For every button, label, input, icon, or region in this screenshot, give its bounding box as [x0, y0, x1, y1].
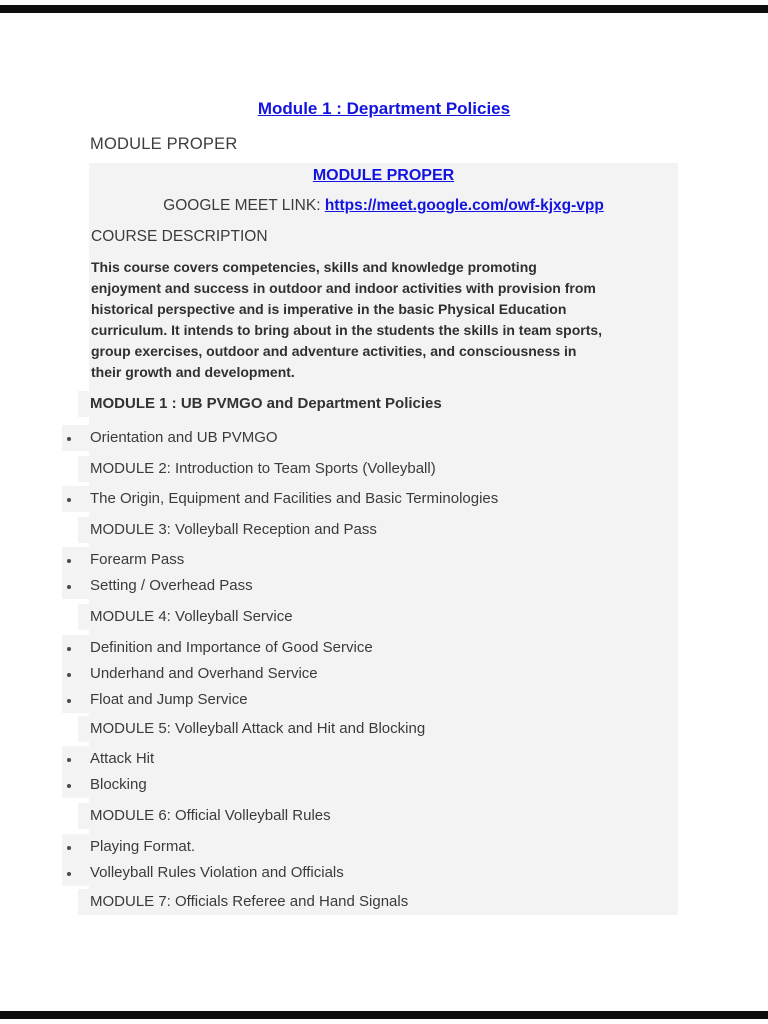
outline-module-heading: MODULE 5: Volleyball Attack and Hit and Blocking	[78, 716, 678, 742]
outline-item-label: Setting / Overhead Pass	[90, 577, 253, 594]
bullet-icon	[67, 673, 71, 677]
outline-bullet-item	[62, 573, 678, 599]
course-description-line: This course covers competencies, skills and knowledge promoting	[91, 259, 537, 275]
outline-bullet-item	[62, 547, 678, 573]
outline-list	[89, 391, 678, 915]
outline-item-label: Float and Jump Service	[90, 691, 248, 708]
outline-item-label: Definition and Importance of Good Service	[90, 639, 373, 656]
outline-item-label: Underhand and Overhand Service	[90, 665, 318, 682]
course-description-heading: COURSE DESCRIPTION	[91, 228, 268, 245]
outline-bullet-item	[62, 425, 678, 451]
bullet-icon	[67, 585, 71, 589]
document-title-link[interactable]: Module 1 : Department Policies	[257, 99, 511, 118]
bullet-icon	[67, 758, 71, 762]
outline-bullet-item	[62, 486, 678, 512]
course-description-line: enjoyment and success in outdoor and indoor activities with provision from	[91, 280, 596, 296]
outline-item-label: Attack Hit	[90, 750, 155, 767]
bullet-icon	[67, 872, 71, 876]
page-title	[0, 97, 768, 121]
content-box	[89, 163, 678, 915]
outline-item-label: Orientation and UB PVMGO	[90, 429, 278, 446]
viewer-top-bar	[0, 5, 768, 13]
bullet-icon	[67, 437, 71, 441]
outline-item-label: Forearm Pass	[90, 551, 185, 568]
google-meet-label: GOOGLE MEET LINK:	[163, 197, 325, 214]
bullet-icon	[67, 784, 71, 788]
viewer-bottom-bar	[0, 1011, 768, 1019]
course-description	[89, 257, 678, 383]
outline-bullet-item	[62, 834, 678, 860]
outline-bullet-item	[62, 860, 678, 886]
outline-item-label: The Origin, Equipment and Facilities and Basic Terminologies	[90, 490, 499, 507]
outline-module-heading: MODULE 2: Introduction to Team Sports (Volleyball)	[78, 456, 678, 482]
outline-module-heading: MODULE 3: Volleyball Reception and Pass	[78, 517, 678, 543]
outline-item-label: Volleyball Rules Violation and Officials	[90, 864, 344, 881]
box-title	[89, 166, 678, 186]
google-meet-row	[89, 196, 678, 216]
outline-bullet-item	[62, 746, 678, 772]
outline-module-heading: MODULE 6: Official Volleyball Rules	[78, 803, 678, 829]
course-description-line: their growth and development.	[91, 364, 295, 380]
bullet-icon	[67, 498, 71, 502]
course-description-line: curriculum. It intends to bring about in the students the skills in team sports,	[91, 322, 603, 338]
outline-bullet-item	[62, 635, 678, 661]
outline-module-heading: MODULE 7: Officials Referee and Hand Signals	[78, 889, 678, 915]
outline-bullet-item	[62, 772, 678, 798]
google-meet-link[interactable]: https://meet.google.com/owf-kjxg-vpp	[324, 197, 604, 214]
outline-item-label: Blocking	[90, 776, 147, 793]
course-description-line: historical perspective and is imperative in the basic Physical Education	[91, 301, 567, 317]
outline-item-label: Playing Format.	[90, 838, 196, 855]
outline-bullet-item	[62, 661, 678, 687]
section-heading-module-proper: MODULE PROPER	[90, 135, 238, 153]
course-description-line: group exercises, outdoor and adventure activities, and consciousness in	[91, 343, 577, 359]
outline-module-heading: MODULE 4: Volleyball Service	[78, 604, 678, 630]
outline-bullet-item	[62, 687, 678, 713]
module-proper-link[interactable]: MODULE PROPER	[312, 167, 455, 184]
bullet-icon	[67, 559, 71, 563]
bullet-icon	[67, 699, 71, 703]
bullet-icon	[67, 846, 71, 850]
outline-module-heading: MODULE 1 : UB PVMGO and Department Policies	[78, 391, 678, 417]
bullet-icon	[67, 647, 71, 651]
